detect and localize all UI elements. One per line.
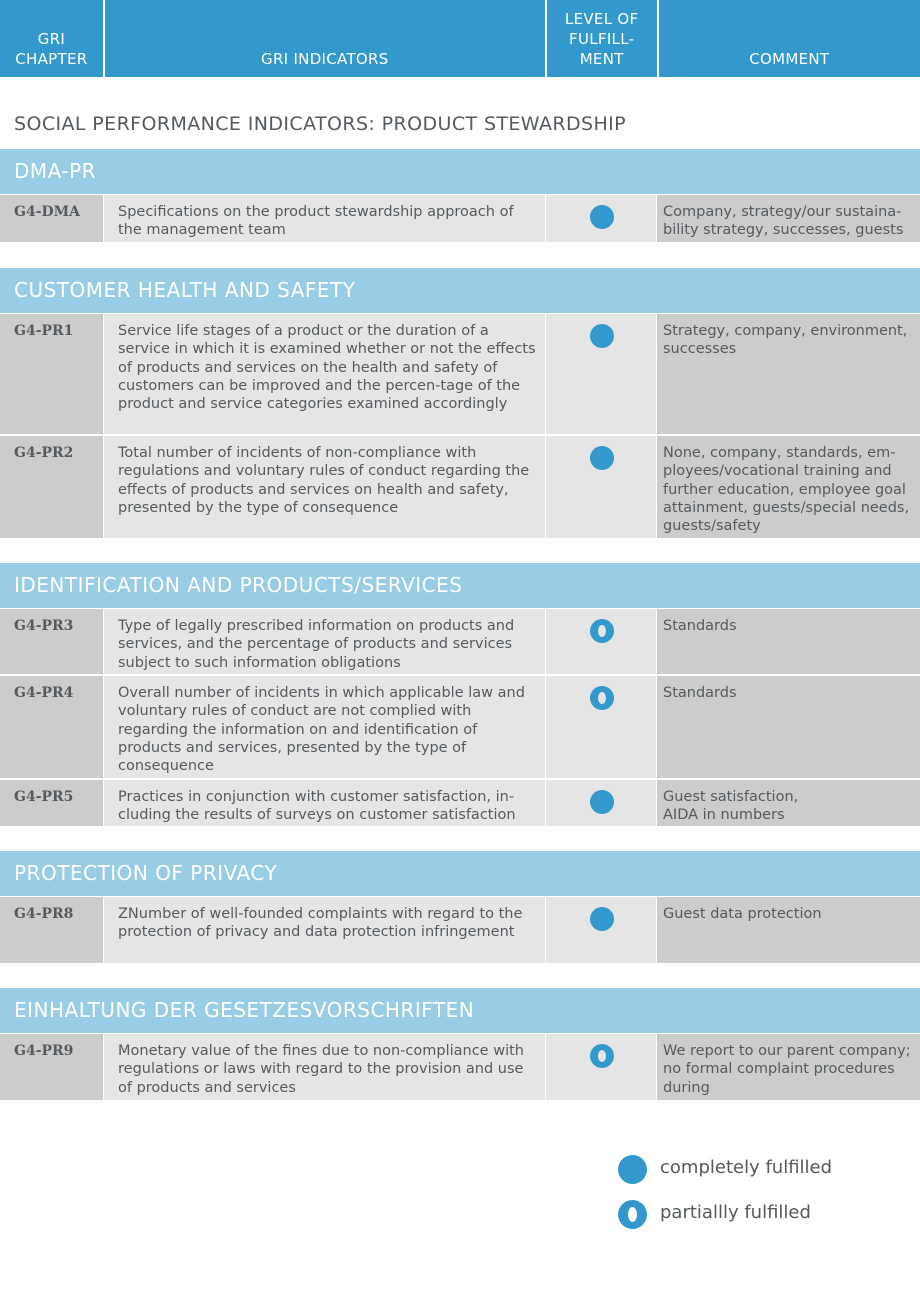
indicator-text: Service life stages of a product or the duration of a service in which it is examined whether or not the effects of products and services on the health and safety of customers can be improved and the percen-tage of the product and service categories examined accordingly: [104, 314, 545, 434]
comment-text: Standards: [657, 609, 920, 674]
gri-code: G4-PR3: [0, 609, 103, 674]
fulfilled-dot-icon: [590, 446, 614, 470]
gri-code: G4-PR4: [0, 676, 103, 778]
legend-complete-label: completely fulfilled: [660, 1157, 833, 1178]
table-row: [0, 609, 920, 674]
indicator-text: Practices in conjunction with customer satisfaction, in-cluding the results of surveys on customer satisfaction: [104, 780, 545, 826]
indicator-text: Type of legally prescribed information on products and services, and the percentage of products and services subject to such information obligations: [104, 609, 545, 674]
table-row: [0, 314, 920, 434]
gri-code: G4-PR2: [0, 436, 103, 538]
section-header: EINHALTUNG DER GESETZESVORSCHRIFTEN: [0, 988, 920, 1033]
table-row: [0, 676, 920, 778]
table-row: [0, 780, 920, 826]
gri-code: G4-PR5: [0, 780, 103, 826]
fulfilled-dot-icon: [590, 324, 614, 348]
table-header: [0, 0, 920, 77]
header-gri-chapter: GRI CHAPTER: [0, 0, 103, 77]
indicator-text: Total number of incidents of non-compliance with regulations and voluntary rules of conduct regarding the effects of products and services on health and safety, presented by the type of consequence: [104, 436, 545, 538]
table-row: [0, 1034, 920, 1100]
partially-fulfilled-dot-icon: [618, 1200, 647, 1229]
header-gri-indicators: GRI INDICATORS: [105, 0, 545, 77]
partially-fulfilled-dot-icon: [590, 1044, 614, 1068]
comment-text: Guest data protection: [657, 897, 920, 963]
comment-text: Guest satisfaction, AIDA in numbers: [657, 780, 920, 826]
gri-code: G4-PR1: [0, 314, 103, 434]
header-level-of-fulfillment: LEVEL OF FULFILL- MENT: [547, 0, 657, 77]
table-row: [0, 195, 920, 242]
section-header: DMA-PR: [0, 149, 920, 194]
fulfillment-cell: [546, 780, 656, 826]
section-header: PROTECTION OF PRIVACY: [0, 851, 920, 896]
partially-fulfilled-dot-icon: [590, 619, 614, 643]
fulfillment-cell: [546, 436, 656, 538]
section-header: IDENTIFICATION AND PRODUCTS/SERVICES: [0, 563, 920, 608]
page-title: SOCIAL PERFORMANCE INDICATORS: PRODUCT STEWARDSHIP: [14, 113, 626, 135]
header-comment: COMMENT: [659, 0, 920, 77]
fulfilled-dot-icon: [590, 205, 614, 229]
fulfillment-cell: [546, 195, 656, 242]
fulfillment-cell: [546, 314, 656, 434]
table-row: [0, 897, 920, 963]
gri-code: G4-PR9: [0, 1034, 103, 1100]
partially-fulfilled-dot-icon: [590, 686, 614, 710]
table-row: [0, 436, 920, 538]
comment-text: Standards: [657, 676, 920, 778]
fulfilled-dot-icon: [590, 907, 614, 931]
gri-code: G4-PR8: [0, 897, 103, 963]
indicator-text: ZNumber of well-founded complaints with regard to the protection of privacy and data protection infringement: [104, 897, 545, 963]
fulfillment-cell: [546, 609, 656, 674]
section-header: CUSTOMER HEALTH AND SAFETY: [0, 268, 920, 313]
fulfillment-cell: [546, 676, 656, 778]
fulfilled-dot-icon: [590, 790, 614, 814]
comment-text: Strategy, company, environment, successes: [657, 314, 920, 434]
gri-code: G4-DMA: [0, 195, 103, 242]
legend-partial-label: partiallly fulfilled: [660, 1202, 811, 1223]
fulfillment-cell: [546, 897, 656, 963]
indicator-text: Overall number of incidents in which applicable law and voluntary rules of conduct are not complied with regarding the information on and identification of products and services, presented by the type of consequence: [104, 676, 545, 778]
comment-text: None, company, standards, em-ployees/vocational training and further education, employee goal attainment, guests/special needs, guests/safety: [657, 436, 920, 538]
comment-text: We report to our parent company; no formal complaint procedures during: [657, 1034, 920, 1100]
fulfilled-dot-icon: [618, 1155, 647, 1184]
indicator-text: Monetary value of the fines due to non-compliance with regulations or laws with regard to the provision and use of products and services: [104, 1034, 545, 1100]
indicator-text: Specifications on the product stewardship approach of the management team: [104, 195, 545, 242]
fulfillment-cell: [546, 1034, 656, 1100]
comment-text: Company, strategy/our sustaina-bility strategy, successes, guests: [657, 195, 920, 242]
